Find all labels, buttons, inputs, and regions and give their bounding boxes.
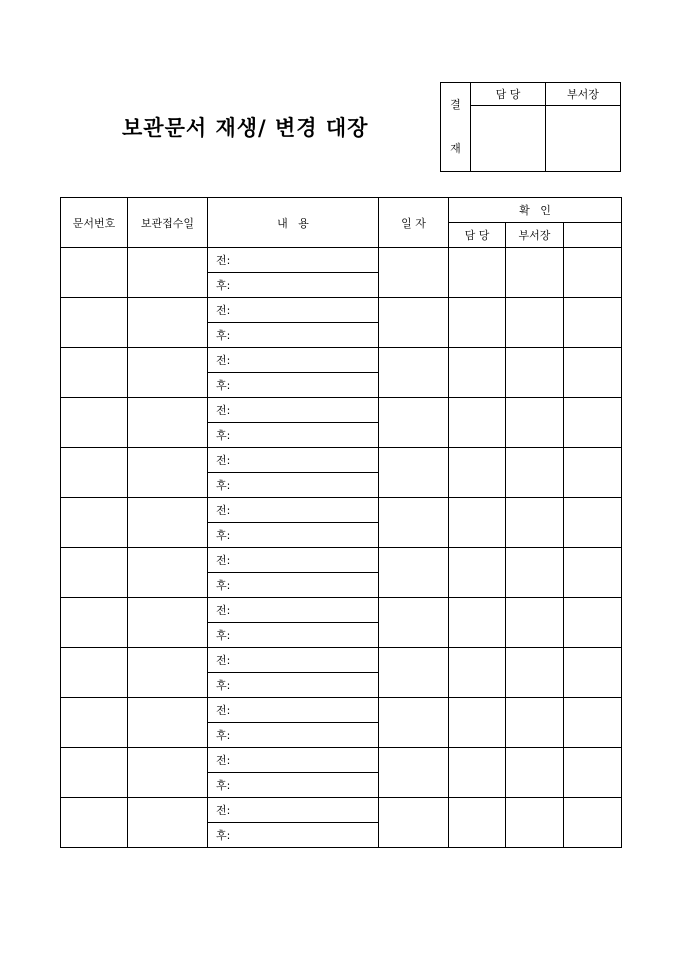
after-cell[interactable]: 후:: [208, 323, 379, 348]
received-date-cell[interactable]: [128, 398, 208, 448]
confirm-manager-cell[interactable]: [449, 648, 506, 698]
confirm-manager-cell[interactable]: [449, 248, 506, 298]
received-date-cell[interactable]: [128, 248, 208, 298]
before-cell[interactable]: 전:: [208, 348, 379, 373]
doc-no-cell[interactable]: [61, 748, 128, 798]
confirm-manager-cell[interactable]: [449, 348, 506, 398]
confirm-extra-cell[interactable]: [564, 798, 622, 848]
date-cell[interactable]: [379, 548, 449, 598]
after-cell[interactable]: 후:: [208, 523, 379, 548]
table-row: [61, 598, 622, 623]
after-cell[interactable]: 후:: [208, 473, 379, 498]
received-date-cell[interactable]: [128, 698, 208, 748]
confirm-manager-cell[interactable]: [449, 548, 506, 598]
confirm-extra-cell[interactable]: [564, 698, 622, 748]
confirm-head-cell[interactable]: [506, 748, 564, 798]
doc-no-cell[interactable]: [61, 248, 128, 298]
confirm-manager-cell[interactable]: [449, 748, 506, 798]
before-cell[interactable]: 전:: [208, 498, 379, 523]
date-cell[interactable]: [379, 498, 449, 548]
after-cell[interactable]: 후:: [208, 373, 379, 398]
approval-side-label: [441, 83, 471, 172]
page-title: 보관문서 재생/ 변경 대장: [122, 115, 369, 140]
received-date-cell[interactable]: [128, 498, 208, 548]
confirm-extra-cell[interactable]: [564, 398, 622, 448]
before-cell[interactable]: 전:: [208, 298, 379, 323]
before-cell[interactable]: 전:: [208, 548, 379, 573]
after-cell[interactable]: 후:: [208, 673, 379, 698]
doc-no-cell[interactable]: [61, 548, 128, 598]
received-date-cell[interactable]: [128, 298, 208, 348]
table-row: [61, 448, 622, 473]
confirm-extra-cell[interactable]: [564, 598, 622, 648]
table-row: [61, 298, 622, 323]
header-confirm-head: 부서장: [506, 223, 564, 248]
confirm-manager-cell[interactable]: [449, 498, 506, 548]
date-cell[interactable]: [379, 248, 449, 298]
confirm-extra-cell[interactable]: [564, 498, 622, 548]
doc-no-cell[interactable]: [61, 648, 128, 698]
after-cell[interactable]: 후:: [208, 773, 379, 798]
after-cell[interactable]: 후:: [208, 423, 379, 448]
confirm-head-cell[interactable]: [506, 548, 564, 598]
before-cell[interactable]: 전:: [208, 648, 379, 673]
confirm-manager-cell[interactable]: [449, 448, 506, 498]
table-row: [61, 348, 622, 373]
confirm-extra-cell[interactable]: [564, 448, 622, 498]
header-received-date: 보관접수일: [128, 198, 208, 248]
confirm-head-cell[interactable]: [506, 248, 564, 298]
before-cell[interactable]: 전:: [208, 248, 379, 273]
doc-no-cell[interactable]: [61, 448, 128, 498]
approval-box: [440, 82, 621, 172]
confirm-manager-cell[interactable]: [449, 698, 506, 748]
confirm-manager-cell[interactable]: [449, 598, 506, 648]
doc-no-cell[interactable]: [61, 698, 128, 748]
before-cell[interactable]: 전:: [208, 748, 379, 773]
register-table: [60, 197, 622, 848]
before-cell[interactable]: 전:: [208, 798, 379, 823]
after-cell[interactable]: 후:: [208, 823, 379, 848]
date-cell[interactable]: [379, 398, 449, 448]
confirm-head-cell[interactable]: [506, 448, 564, 498]
date-cell[interactable]: [379, 298, 449, 348]
confirm-head-cell[interactable]: [506, 798, 564, 848]
confirm-extra-cell[interactable]: [564, 548, 622, 598]
table-row: [61, 398, 622, 423]
received-date-cell[interactable]: [128, 748, 208, 798]
doc-no-cell[interactable]: [61, 298, 128, 348]
date-cell[interactable]: [379, 348, 449, 398]
table-row: [61, 498, 622, 523]
table-row: [61, 548, 622, 573]
after-cell[interactable]: 후:: [208, 573, 379, 598]
confirm-head-cell[interactable]: [506, 648, 564, 698]
before-cell[interactable]: 전:: [208, 698, 379, 723]
table-row: [61, 248, 622, 273]
table-row: [61, 648, 622, 673]
confirm-extra-cell[interactable]: [564, 248, 622, 298]
received-date-cell[interactable]: [128, 348, 208, 398]
doc-no-cell[interactable]: [61, 598, 128, 648]
header-confirm-manager: 담 당: [449, 223, 506, 248]
confirm-head-cell[interactable]: [506, 698, 564, 748]
approval-header-manager: 담 당: [471, 83, 546, 106]
before-cell[interactable]: 전:: [208, 448, 379, 473]
date-cell[interactable]: [379, 748, 449, 798]
confirm-manager-cell[interactable]: [449, 798, 506, 848]
header-date: 일 자: [379, 198, 449, 248]
register-rows: [61, 248, 622, 848]
confirm-head-cell[interactable]: [506, 348, 564, 398]
header-doc-no: 문서번호: [61, 198, 128, 248]
confirm-manager-cell[interactable]: [449, 298, 506, 348]
doc-no-cell[interactable]: [61, 798, 128, 848]
approval-side-top: 결: [450, 98, 461, 111]
before-cell[interactable]: 전:: [208, 398, 379, 423]
date-cell[interactable]: [379, 648, 449, 698]
confirm-extra-cell[interactable]: [564, 648, 622, 698]
confirm-head-cell[interactable]: [506, 298, 564, 348]
after-cell[interactable]: 후:: [208, 273, 379, 298]
doc-no-cell[interactable]: [61, 398, 128, 448]
received-date-cell[interactable]: [128, 448, 208, 498]
confirm-head-cell[interactable]: [506, 498, 564, 548]
confirm-manager-cell[interactable]: [449, 398, 506, 448]
header-confirm-blank: [564, 223, 622, 248]
received-date-cell[interactable]: [128, 598, 208, 648]
date-cell[interactable]: [379, 598, 449, 648]
doc-no-cell[interactable]: [61, 498, 128, 548]
approval-header-head: 부서장: [546, 83, 621, 106]
date-cell[interactable]: [379, 698, 449, 748]
approval-sign-manager[interactable]: [471, 106, 546, 172]
doc-no-cell[interactable]: [61, 348, 128, 398]
date-cell[interactable]: [379, 448, 449, 498]
date-cell[interactable]: [379, 798, 449, 848]
approval-side-bottom: 재: [450, 142, 461, 155]
confirm-extra-cell[interactable]: [564, 298, 622, 348]
received-date-cell[interactable]: [128, 648, 208, 698]
confirm-head-cell[interactable]: [506, 598, 564, 648]
header-confirm: 확 인: [449, 198, 622, 223]
table-row: [61, 748, 622, 773]
before-cell[interactable]: 전:: [208, 598, 379, 623]
approval-sign-head[interactable]: [546, 106, 621, 172]
received-date-cell[interactable]: [128, 548, 208, 598]
received-date-cell[interactable]: [128, 798, 208, 848]
confirm-extra-cell[interactable]: [564, 348, 622, 398]
table-row: [61, 798, 622, 823]
after-cell[interactable]: 후:: [208, 623, 379, 648]
confirm-head-cell[interactable]: [506, 398, 564, 448]
confirm-extra-cell[interactable]: [564, 748, 622, 798]
header-content: 내 용: [208, 198, 379, 248]
after-cell[interactable]: 후:: [208, 723, 379, 748]
table-row: [61, 698, 622, 723]
